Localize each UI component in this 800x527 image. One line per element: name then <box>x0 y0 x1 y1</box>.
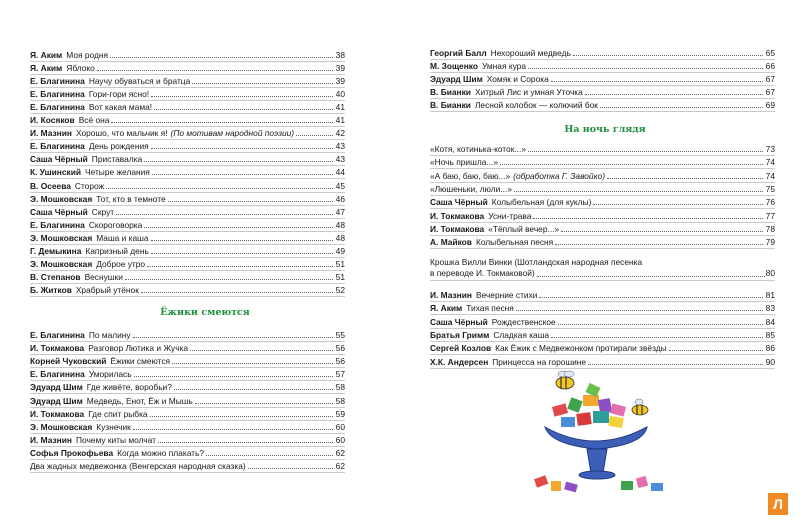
toc-entry-author: Э. Мошковская <box>30 232 93 243</box>
toc-entry-wrapped <box>430 257 775 281</box>
toc-entry-author: Саша Чёрный <box>430 316 488 327</box>
dot-leader <box>116 213 333 215</box>
toc-entry-author: Софья Прокофьева <box>30 447 114 458</box>
toc-entry <box>430 96 775 110</box>
toc-entry-title: Почему киты молчат <box>75 434 156 445</box>
toc-entry-author: Эдуард Шим <box>30 395 83 406</box>
toc-entry <box>30 365 345 379</box>
toc-entry <box>430 233 775 247</box>
dot-leader <box>168 200 333 202</box>
toc-entry-title: Приставалка <box>91 154 143 165</box>
dot-leader <box>551 336 763 338</box>
dot-leader <box>151 95 333 97</box>
toc-entry-author: М. Зощенко <box>430 61 478 72</box>
toc-entry <box>30 98 345 112</box>
toc-entry-title: Храбрый утёнок <box>75 284 139 295</box>
toc-entry-page: 62 <box>335 461 345 471</box>
toc-entry <box>430 339 775 353</box>
toc-entry-title: Умная кура <box>481 61 526 72</box>
toc-entry-note: (обработка Г. Завойко) <box>513 170 605 181</box>
toc-entry-title: Уморилась <box>88 369 132 380</box>
toc-entry-title: Усни-трава <box>488 210 532 221</box>
toc-entry <box>30 190 345 204</box>
toc-entry <box>430 220 775 234</box>
toc-entry-page: 67 <box>765 87 775 98</box>
dot-leader <box>97 69 333 71</box>
dot-leader <box>669 349 763 351</box>
dot-leader <box>134 375 333 377</box>
dot-leader <box>573 54 763 56</box>
toc-entry <box>30 59 345 73</box>
toc-entry-page: 73 <box>765 144 775 154</box>
toc-entry-author: Саша Чёрный <box>430 197 488 208</box>
toc-entry-page: 62 <box>335 447 345 458</box>
dot-leader <box>516 309 763 311</box>
toc-entry-title: День рождения <box>88 141 149 152</box>
toc-entry <box>430 326 775 340</box>
dot-leader <box>172 362 333 364</box>
toc-entry-author: И. Мазнин <box>30 434 72 445</box>
toc-entry-page: 40 <box>335 89 345 100</box>
dot-leader <box>558 323 763 325</box>
dot-leader <box>561 230 763 232</box>
toc-entry-page: 56 <box>335 343 345 354</box>
dot-leader <box>150 415 333 417</box>
toc-entry-page: 83 <box>765 303 775 314</box>
toc-entry <box>30 268 345 282</box>
toc-entry <box>30 378 345 392</box>
toc-entry-title: Всё она <box>78 115 110 126</box>
dot-leader <box>133 428 333 430</box>
toc-entry-title: Моя родня <box>66 50 109 60</box>
toc-entry-title: Нехороший медведь <box>490 48 571 58</box>
toc-entry <box>430 44 775 58</box>
toc-entry-author: Сергей Козлов <box>430 343 492 354</box>
toc-entry-page: 65 <box>765 48 775 58</box>
toc-entry-page: 81 <box>765 290 775 300</box>
toc-entry-author: И. Мазнин <box>30 128 72 139</box>
toc-entry-title: Кузнечик <box>96 421 131 432</box>
toc-entry-page: 66 <box>765 61 775 72</box>
dot-leader <box>151 252 333 254</box>
toc-entry-page: 79 <box>765 237 775 248</box>
toc-entry-author: Корней Чуковский <box>30 356 107 367</box>
toc-entry-title: «Ночь пришла...» <box>430 157 499 168</box>
toc-entry-page: 43 <box>335 154 345 165</box>
toc-entry-title: Рождественское <box>491 316 556 327</box>
dot-leader <box>192 82 332 84</box>
toc-entry-page: 44 <box>335 167 345 178</box>
toc-entry-author: Саша Чёрный <box>30 154 88 165</box>
toc-entry-author: Е. Благинина <box>30 89 85 100</box>
toc-entry-page: 69 <box>765 100 775 111</box>
dot-leader <box>147 265 333 267</box>
toc-entry-page: 58 <box>335 395 345 406</box>
dot-leader <box>528 67 763 69</box>
toc-entry-page: 77 <box>765 210 775 221</box>
toc-entry-author: Саша Чёрный <box>30 206 88 217</box>
toc-entry-author: Э. Мошковская <box>30 193 93 204</box>
toc-entry <box>30 163 345 177</box>
toc-entry-author: И. Токмакова <box>430 210 485 221</box>
toc-entry-author: Е. Благинина <box>30 369 85 380</box>
dot-leader <box>539 296 762 298</box>
toc-entry-author: Е. Благинина <box>30 102 85 113</box>
toc-entry-title: «А баю, баю, баю...» <box>430 170 511 181</box>
toc-entry-title: Разговор Лютика и Жучка <box>88 343 189 354</box>
toc-entry-title: Скрут <box>91 206 115 217</box>
toc-entry-author: Е. Благинина <box>30 141 85 152</box>
toc-entry-page: 60 <box>335 421 345 432</box>
toc-entry-author: И. Мазнин <box>430 290 472 300</box>
toc-entry-page: 58 <box>335 382 345 393</box>
dot-leader <box>296 134 333 136</box>
toc-entry <box>30 326 345 340</box>
bee-icon <box>632 399 648 415</box>
toc-entry-page: 76 <box>765 197 775 208</box>
toc-entry-page: 74 <box>765 170 775 181</box>
toc-entry-title: Хорошо, что мальчик я! <box>75 128 168 139</box>
toc-entry-title: Сторож <box>74 180 105 191</box>
toc-entry <box>30 255 345 269</box>
dot-leader <box>533 217 762 219</box>
toc-entry-author: Э. Мошковская <box>30 421 93 432</box>
toc-entry-author: Е. Благинина <box>30 219 85 230</box>
dot-leader <box>144 226 332 228</box>
dot-leader <box>152 173 333 175</box>
bowl-shape <box>545 427 647 449</box>
dot-leader <box>206 454 333 456</box>
toc-entry-title-line1: Крошка Вилли Винки (Шотландская народная песенка <box>430 257 643 267</box>
toc-entry <box>30 111 345 125</box>
toc-entry-title: Капризный день <box>85 245 149 256</box>
toc-entry <box>430 153 775 167</box>
toc-entry-author: В. Бианки <box>430 87 471 98</box>
dot-leader <box>106 187 333 189</box>
toc-entry <box>430 299 775 313</box>
toc-entry-author: Эдуард Шим <box>430 74 483 85</box>
dot-leader <box>125 278 333 280</box>
toc-entry-title: Когда можно плакать? <box>117 447 205 458</box>
dot-leader <box>593 203 762 205</box>
toc-entry <box>30 392 345 406</box>
toc-entry <box>30 72 345 86</box>
dot-leader <box>144 160 333 162</box>
toc-entry <box>430 207 775 221</box>
toc-entry-page: 49 <box>335 245 345 256</box>
dot-leader <box>537 276 765 277</box>
toc-entry-page: 90 <box>765 356 775 367</box>
toc-entry <box>430 57 775 71</box>
toc-entry-title: Колыбельная (для куклы) <box>491 197 592 208</box>
toc-entry <box>30 177 345 191</box>
toc-entry <box>30 431 345 445</box>
toc-entry-page: 80 <box>765 268 775 278</box>
toc-entry-page: 48 <box>335 232 345 243</box>
toc-entry-title: Веснушки <box>84 271 123 282</box>
toc-entry <box>30 46 345 60</box>
toc-entry <box>30 418 345 432</box>
dot-leader <box>551 80 763 82</box>
dot-leader <box>195 402 333 404</box>
dot-leader <box>111 121 332 123</box>
toc-entry <box>30 444 345 458</box>
toc-entry-title: Ёжики смеются <box>110 356 171 367</box>
dot-leader <box>528 150 763 152</box>
dot-leader <box>585 93 763 95</box>
toc-entry-title: Лесной колобок — колючий бок <box>474 100 598 111</box>
dot-leader <box>154 108 333 110</box>
toc-entry-title: Четыре желания <box>85 167 150 178</box>
toc-entry-title: Яблоко <box>66 63 95 74</box>
toc-entry-author: А. Майков <box>430 237 472 248</box>
dot-leader <box>141 291 333 293</box>
toc-entry <box>30 229 345 243</box>
candy-pile <box>552 383 626 428</box>
toc-entry-page: 55 <box>335 330 345 340</box>
toc-entry-title: «Котя, котинька-коток...» <box>430 144 526 154</box>
toc-entry-page: 60 <box>335 434 345 445</box>
toc-entry-page: 59 <box>335 408 345 419</box>
toc-entry-author: Е. Благинина <box>30 76 85 87</box>
toc-entry-title: Сладкая каша <box>493 329 550 340</box>
toc-entry-page: 42 <box>335 128 345 139</box>
toc-entry <box>430 180 775 194</box>
row-divider <box>430 111 775 112</box>
dot-leader <box>600 106 763 108</box>
dot-leader <box>190 349 333 351</box>
section-title-na-noch: На ночь глядя <box>564 124 646 135</box>
toc-entry-title: Как Ёжик с Медвежонком протирали звёзды <box>495 343 667 354</box>
dot-leader <box>151 239 333 241</box>
toc-entry-author: К. Ушинский <box>30 167 81 178</box>
toc-entry-page: 52 <box>335 284 345 295</box>
dot-leader <box>555 243 762 245</box>
toc-entry-page: 41 <box>335 115 345 126</box>
row-divider <box>430 280 775 281</box>
dot-leader <box>514 190 763 192</box>
bowl-stem <box>587 449 607 473</box>
toc-entry-author: Х.К. Андерсен <box>430 356 489 367</box>
toc-entry <box>30 85 345 99</box>
toc-entry-title: Тот, кто в темноте <box>96 193 166 204</box>
toc-entry-page: 84 <box>765 316 775 327</box>
toc-entry-author: Б. Житков <box>30 284 72 295</box>
toc-entry-page: 78 <box>765 223 775 234</box>
toc-entry-author: И. Токмакова <box>30 343 85 354</box>
toc-entry <box>30 216 345 230</box>
toc-entry-title: Принцесса на горошине <box>492 356 587 367</box>
toc-entry <box>430 70 775 84</box>
toc-entry-author: И. Токмакова <box>30 408 85 419</box>
toc-entry <box>430 83 775 97</box>
toc-entry-page: 39 <box>335 63 345 74</box>
row-divider <box>30 472 345 473</box>
toc-entry-author: Е. Благинина <box>30 330 85 340</box>
toc-entry-title: По малину <box>88 330 131 340</box>
dot-leader <box>500 163 763 165</box>
toc-entry <box>30 242 345 256</box>
toc-entry-title: «Люшеньки, люли...» <box>430 183 512 194</box>
toc-entry-title: Научу обуваться и братца <box>88 76 191 87</box>
toc-entry-title: Вечерние стихи <box>475 290 538 300</box>
toc-entry-author: В. Степанов <box>30 271 81 282</box>
fruit-bowl-illustration <box>525 365 675 505</box>
toc-entry-author: Братья Гримм <box>430 329 490 340</box>
bowl-base <box>579 471 615 479</box>
toc-entry-page: 57 <box>335 369 345 380</box>
toc-entry <box>430 140 775 154</box>
toc-entry <box>30 405 345 419</box>
bee-icon <box>556 371 574 389</box>
toc-entry-title: Колыбельная песня <box>475 237 554 248</box>
toc-entry <box>30 137 345 151</box>
toc-entry-author: И. Токмакова <box>430 223 485 234</box>
toc-entry-author: Я. Аким <box>30 50 63 60</box>
toc-entry <box>30 281 345 295</box>
toc-entry-title: Два жадных медвежонка (Венгерская народная сказка) <box>30 461 246 471</box>
toc-entry <box>30 124 345 138</box>
dot-leader <box>158 441 333 443</box>
toc-entry-page: 38 <box>335 50 345 60</box>
toc-entry-title: Хомяк и Сорока <box>486 74 549 85</box>
row-divider <box>430 248 775 249</box>
dot-leader <box>174 388 333 390</box>
toc-entry-page: 45 <box>335 180 345 191</box>
section-title-ezhiki: Ёжики смеются <box>160 307 250 318</box>
toc-entry-page: 48 <box>335 219 345 230</box>
toc-entry <box>430 193 775 207</box>
toc-entry-page: 39 <box>335 76 345 87</box>
toc-entry-author: Э. Мошковская <box>30 258 93 269</box>
toc-entry-title: «Тёплый вечер...» <box>488 223 560 234</box>
dot-leader <box>110 56 333 58</box>
toc-entry <box>30 150 345 164</box>
toc-entry <box>30 203 345 217</box>
publisher-logo: Л <box>768 493 788 515</box>
toc-entry-title-line2: в переводе И. Токмаковой) <box>430 268 535 278</box>
toc-entry-author: Георгий Балл <box>430 48 487 58</box>
toc-entry <box>430 313 775 327</box>
dot-leader <box>133 336 333 338</box>
toc-entry-page: 51 <box>335 258 345 269</box>
row-divider <box>30 296 345 297</box>
toc-entry-title: Скороговорка <box>88 219 143 230</box>
toc-entry <box>30 352 345 366</box>
toc-entry <box>430 167 775 181</box>
toc-entry-page: 85 <box>765 329 775 340</box>
dot-leader <box>151 147 333 149</box>
toc-entry <box>30 339 345 353</box>
toc-entry <box>430 286 775 300</box>
toc-entry-title: Где спит рыбка <box>88 408 148 419</box>
toc-entry-author: Я. Аким <box>430 303 463 314</box>
toc-entry-page: 46 <box>335 193 345 204</box>
dot-leader <box>607 177 763 179</box>
toc-entry-title: Вот какая мама! <box>88 102 153 113</box>
toc-entry-author: Я. Аким <box>30 63 63 74</box>
toc-entry-page: 67 <box>765 74 775 85</box>
toc-entry-page: 56 <box>335 356 345 367</box>
toc-entry-title: Где живёте, воробьи? <box>86 382 172 393</box>
toc-entry-title: Медведь, Енот, Ёж и Мышь <box>86 395 193 406</box>
toc-entry-title: Маша и каша <box>96 232 149 243</box>
toc-entry-title: Гори-гори ясно! <box>88 89 150 100</box>
toc-entry-author: В. Бианки <box>430 100 471 111</box>
toc-entry-page: 47 <box>335 206 345 217</box>
toc-entry-page: 86 <box>765 343 775 354</box>
toc-entry-page: 43 <box>335 141 345 152</box>
toc-entry-author: В. Осеева <box>30 180 71 191</box>
toc-entry <box>30 457 345 471</box>
toc-entry-page: 51 <box>335 271 345 282</box>
toc-entry-page: 75 <box>765 183 775 194</box>
toc-entry-title: Доброе утро <box>96 258 146 269</box>
toc-entry-page: 74 <box>765 157 775 168</box>
toc-entry-title: Хитрый Лис и умная Уточка <box>474 87 583 98</box>
toc-entry-author: И. Косяков <box>30 115 75 126</box>
dot-leader <box>248 467 333 469</box>
toc-entry-title: Тихая песня <box>466 303 514 314</box>
toc-entry-author: Эдуард Шим <box>30 382 83 393</box>
toc-entry-author: Г. Демыкина <box>30 245 82 256</box>
toc-entry-page: 41 <box>335 102 345 113</box>
toc-entry-note: (По мотивам народной поэзии) <box>170 128 295 139</box>
